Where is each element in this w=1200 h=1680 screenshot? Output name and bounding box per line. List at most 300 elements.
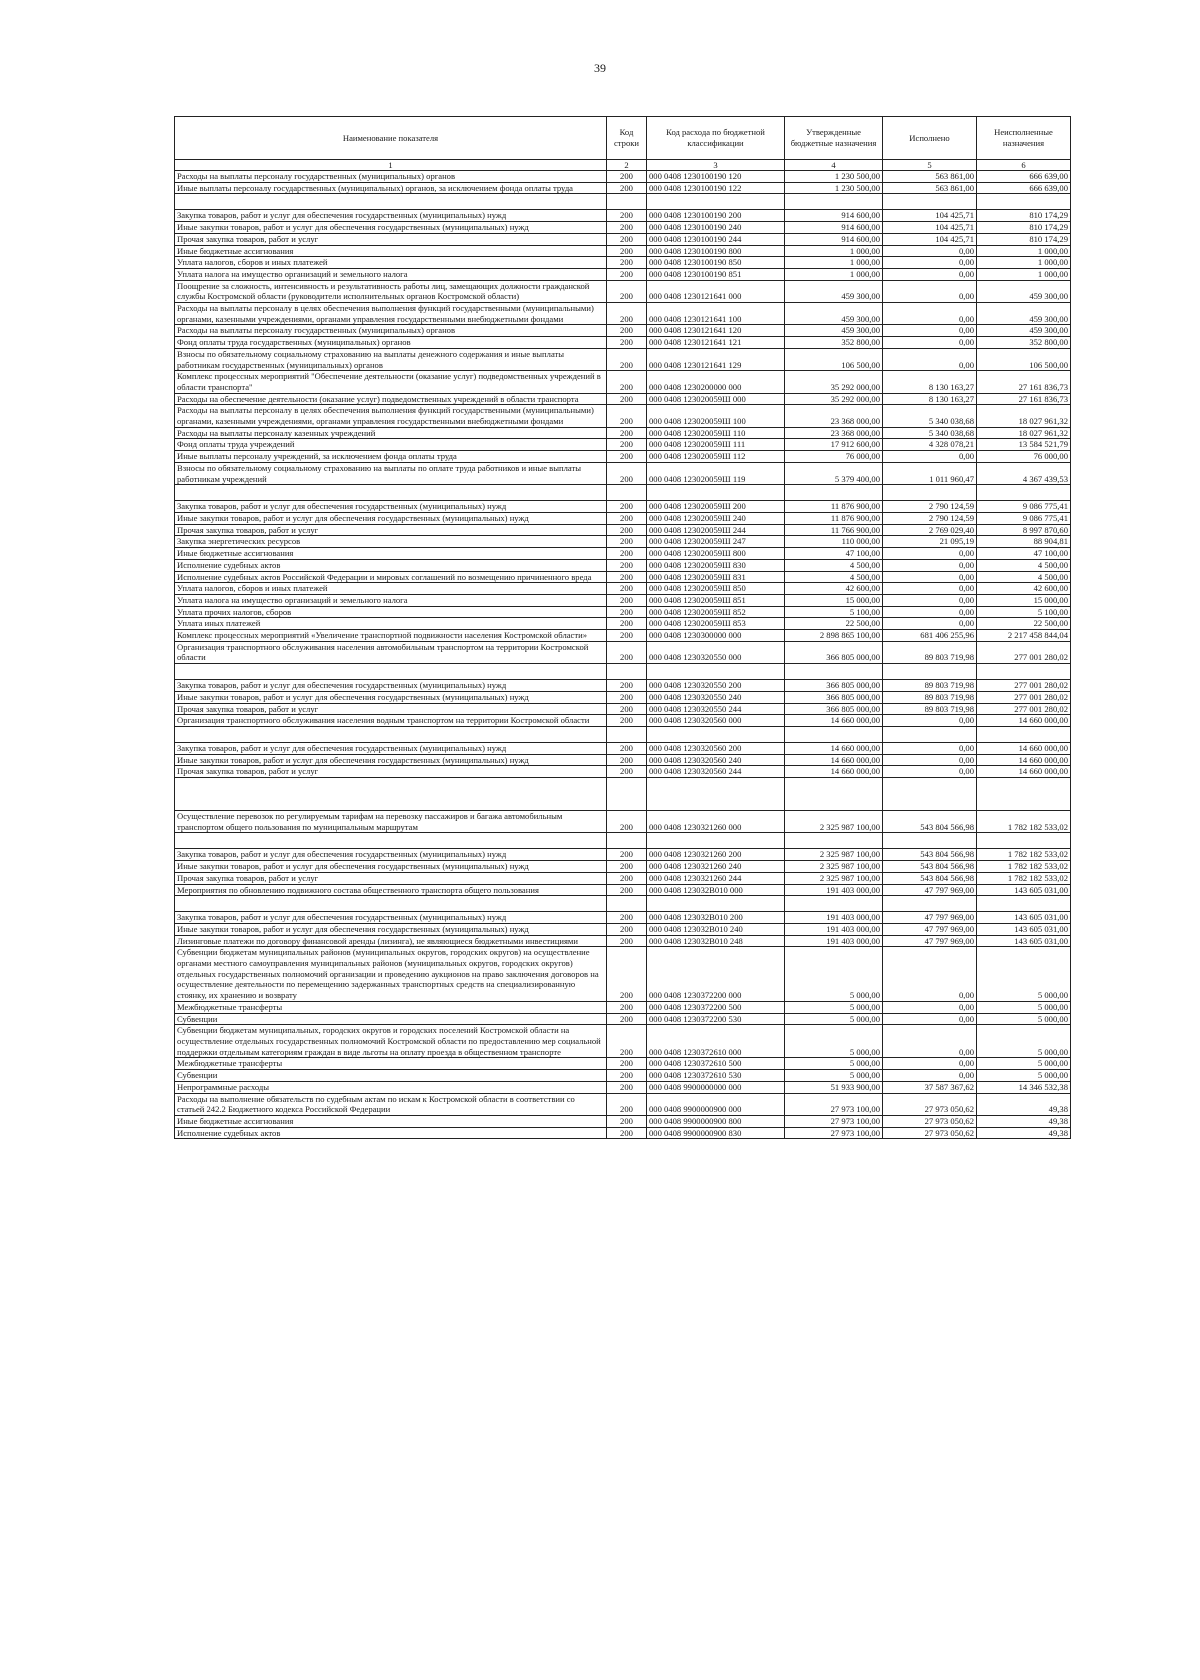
table-row	[175, 680, 1071, 692]
row-code: 200	[607, 405, 647, 427]
row-executed: 47 797 969,00	[883, 923, 977, 935]
table-row	[175, 594, 1071, 606]
row-approved: 1 000,00	[785, 245, 883, 257]
row-code: 200	[607, 935, 647, 947]
row-budget-code: 000 0408 123020059Ш 240	[647, 512, 785, 524]
spacer-cell	[785, 726, 883, 742]
row-name: Исполнение судебных актов	[175, 1127, 607, 1139]
row-code: 200	[607, 451, 647, 463]
spacer-cell	[883, 896, 977, 912]
row-approved: 914 600,00	[785, 233, 883, 245]
row-code: 200	[607, 742, 647, 754]
table-row	[175, 1127, 1071, 1139]
header-executed: Исполнено	[883, 117, 977, 160]
spacer-cell	[883, 778, 977, 811]
row-code: 200	[607, 849, 647, 861]
spacer-cell	[175, 664, 607, 680]
row-name: Иные выплаты персоналу государственных (муниципальных) органов, за исключением фонда оплаты труда	[175, 182, 607, 194]
row-code: 200	[607, 233, 647, 245]
row-executed: 89 803 719,98	[883, 691, 977, 703]
row-executed: 2 769 029,40	[883, 524, 977, 536]
row-executed: 563 861,00	[883, 171, 977, 183]
row-budget-code: 000 0408 123020059Ш 853	[647, 618, 785, 630]
row-unexecuted: 14 660 000,00	[977, 754, 1071, 766]
row-unexecuted: 666 639,00	[977, 171, 1071, 183]
row-executed: 27 973 050,62	[883, 1093, 977, 1115]
header-unexecuted: Неисполненные назначения	[977, 117, 1071, 160]
row-budget-code: 000 0408 1230320560 200	[647, 742, 785, 754]
row-budget-code: 000 0408 123020059Ш 247	[647, 536, 785, 548]
row-code: 200	[607, 703, 647, 715]
budget-execution-table	[174, 116, 1071, 1139]
table-row	[175, 268, 1071, 280]
row-executed: 0,00	[883, 571, 977, 583]
row-executed: 0,00	[883, 618, 977, 630]
row-executed: 0,00	[883, 451, 977, 463]
spacer-cell	[607, 485, 647, 501]
row-approved: 5 000,00	[785, 947, 883, 1002]
row-code: 200	[607, 1127, 647, 1139]
row-unexecuted: 143 605 031,00	[977, 935, 1071, 947]
row-budget-code: 000 0408 1230100190 850	[647, 257, 785, 269]
row-code: 200	[607, 641, 647, 663]
row-unexecuted: 277 001 280,02	[977, 680, 1071, 692]
row-name: Расходы на выполнение обязательств по судебным актам по искам к Костромской области в соответствии со статьей 242.2 Бюджетного кодекса Российской Федерации	[175, 1093, 607, 1115]
row-name: Исполнение судебных актов Российской Федерации и мировых соглашений по возмещению причиненного вреда	[175, 571, 607, 583]
row-budget-code: 000 0408 1230121641 120	[647, 325, 785, 337]
row-executed: 27 973 050,62	[883, 1115, 977, 1127]
table-row	[175, 462, 1071, 484]
spacer-cell	[883, 726, 977, 742]
row-executed: 0,00	[883, 766, 977, 778]
row-budget-code: 000 0408 123020059Ш 112	[647, 451, 785, 463]
row-approved: 366 805 000,00	[785, 703, 883, 715]
spacer-cell	[785, 896, 883, 912]
row-code: 200	[607, 872, 647, 884]
row-name: Иные закупки товаров, работ и услуг для обеспечения государственных (муниципальных) нужд	[175, 691, 607, 703]
row-budget-code: 000 0408 1230321260 200	[647, 849, 785, 861]
row-budget-code: 000 0408 1230100190 200	[647, 210, 785, 222]
row-executed: 563 861,00	[883, 182, 977, 194]
row-code: 200	[607, 524, 647, 536]
row-budget-code: 000 0408 1230100190 120	[647, 171, 785, 183]
row-code: 200	[607, 371, 647, 393]
row-code: 200	[607, 571, 647, 583]
row-code: 200	[607, 439, 647, 451]
row-name: Уплата прочих налогов, сборов	[175, 606, 607, 618]
row-approved: 42 600,00	[785, 583, 883, 595]
table-row	[175, 427, 1071, 439]
row-executed: 89 803 719,98	[883, 641, 977, 663]
row-executed: 2 790 124,59	[883, 501, 977, 513]
row-code: 200	[607, 715, 647, 727]
table-row	[175, 872, 1071, 884]
row-name: Комплекс процессных мероприятий "Обеспечение деятельности (оказание услуг) подведомственных учреждений в области транспорта"	[175, 371, 607, 393]
row-approved: 5 000,00	[785, 1025, 883, 1058]
spacer-cell	[647, 778, 785, 811]
row-executed: 0,00	[883, 257, 977, 269]
row-unexecuted: 88 904,81	[977, 536, 1071, 548]
column-number: 2	[607, 160, 647, 171]
row-code: 200	[607, 280, 647, 302]
row-code: 200	[607, 884, 647, 896]
row-unexecuted: 49,38	[977, 1093, 1071, 1115]
table-row	[175, 280, 1071, 302]
table-row	[175, 1025, 1071, 1058]
row-unexecuted: 5 000,00	[977, 947, 1071, 1002]
row-name: Прочая закупка товаров, работ и услуг	[175, 703, 607, 715]
header-budget-code: Код расхода по бюджетной классификации	[647, 117, 785, 160]
spacer-cell	[607, 896, 647, 912]
row-unexecuted: 8 997 870,60	[977, 524, 1071, 536]
spacer-cell	[977, 896, 1071, 912]
spacer-cell	[883, 664, 977, 680]
row-budget-code: 000 0408 1230121641 100	[647, 303, 785, 325]
row-executed: 0,00	[883, 548, 977, 560]
spacer-cell	[647, 485, 785, 501]
column-number: 6	[977, 160, 1071, 171]
row-approved: 14 660 000,00	[785, 715, 883, 727]
table-row	[175, 618, 1071, 630]
row-unexecuted: 4 367 439,53	[977, 462, 1071, 484]
row-executed: 0,00	[883, 245, 977, 257]
row-approved: 4 500,00	[785, 559, 883, 571]
row-unexecuted: 14 660 000,00	[977, 766, 1071, 778]
row-name: Организация транспортного обслуживания населения водным транспортом на территории Костромской области	[175, 715, 607, 727]
spacer-cell	[785, 664, 883, 680]
row-approved: 1 230 500,00	[785, 182, 883, 194]
row-name: Взносы по обязательному социальному страхованию на выплаты по оплате труда работников и иные выплаты работникам учреждений	[175, 462, 607, 484]
row-code: 200	[607, 462, 647, 484]
spacer-cell	[977, 778, 1071, 811]
spacer-cell	[785, 194, 883, 210]
row-unexecuted: 18 027 961,32	[977, 405, 1071, 427]
row-name: Субвенции	[175, 1013, 607, 1025]
row-budget-code: 000 0408 123020059Ш 851	[647, 594, 785, 606]
table-row	[175, 583, 1071, 595]
row-approved: 5 100,00	[785, 606, 883, 618]
row-unexecuted: 2 217 458 844,04	[977, 630, 1071, 642]
table-row	[175, 337, 1071, 349]
table-row	[175, 325, 1071, 337]
row-approved: 5 000,00	[785, 1070, 883, 1082]
row-approved: 459 300,00	[785, 325, 883, 337]
row-executed: 8 130 163,27	[883, 371, 977, 393]
row-budget-code: 000 0408 1230321260 240	[647, 861, 785, 873]
row-unexecuted: 277 001 280,02	[977, 703, 1071, 715]
row-unexecuted: 459 300,00	[977, 325, 1071, 337]
table-row	[175, 393, 1071, 405]
row-unexecuted: 5 000,00	[977, 1070, 1071, 1082]
row-code: 200	[607, 325, 647, 337]
spacer-cell	[977, 664, 1071, 680]
row-code: 200	[607, 559, 647, 571]
row-approved: 76 000,00	[785, 451, 883, 463]
row-executed: 37 587 367,62	[883, 1081, 977, 1093]
row-approved: 14 660 000,00	[785, 742, 883, 754]
row-approved: 1 000,00	[785, 257, 883, 269]
table-row	[175, 884, 1071, 896]
row-executed: 543 804 566,98	[883, 811, 977, 833]
row-unexecuted: 810 174,29	[977, 222, 1071, 234]
row-approved: 366 805 000,00	[785, 680, 883, 692]
table-row	[175, 923, 1071, 935]
row-code: 200	[607, 427, 647, 439]
row-unexecuted: 13 584 521,79	[977, 439, 1071, 451]
table-row	[175, 630, 1071, 642]
row-name: Межбюджетные трансферты	[175, 1001, 607, 1013]
row-code: 200	[607, 303, 647, 325]
row-code: 200	[607, 1115, 647, 1127]
table-row	[175, 371, 1071, 393]
table-row	[175, 742, 1071, 754]
row-executed: 89 803 719,98	[883, 703, 977, 715]
row-budget-code: 000 0408 1230320550 000	[647, 641, 785, 663]
row-executed: 543 804 566,98	[883, 872, 977, 884]
spacer-cell	[607, 726, 647, 742]
row-executed: 0,00	[883, 583, 977, 595]
row-approved: 2 325 987 100,00	[785, 872, 883, 884]
row-approved: 2 898 865 100,00	[785, 630, 883, 642]
table-row	[175, 1115, 1071, 1127]
row-code: 200	[607, 606, 647, 618]
row-executed: 104 425,71	[883, 233, 977, 245]
row-name: Уплата иных платежей	[175, 618, 607, 630]
row-budget-code: 000 0408 123020059Ш 110	[647, 427, 785, 439]
row-name: Уплата налога на имущество организаций и земельного налога	[175, 268, 607, 280]
row-executed: 0,00	[883, 715, 977, 727]
row-budget-code: 000 0408 123020059Ш 100	[647, 405, 785, 427]
row-executed: 0,00	[883, 1070, 977, 1082]
row-unexecuted: 1 782 182 533,02	[977, 872, 1071, 884]
row-budget-code: 000 0408 1230320560 240	[647, 754, 785, 766]
row-approved: 191 403 000,00	[785, 884, 883, 896]
table-row	[175, 641, 1071, 663]
column-number: 5	[883, 160, 977, 171]
row-approved: 914 600,00	[785, 210, 883, 222]
table-row	[175, 861, 1071, 873]
row-unexecuted: 27 161 836,73	[977, 393, 1071, 405]
row-budget-code: 000 0408 1230121641 121	[647, 337, 785, 349]
spacer-cell	[647, 726, 785, 742]
row-approved: 110 000,00	[785, 536, 883, 548]
row-code: 200	[607, 1093, 647, 1115]
row-budget-code: 000 0408 1230100190 122	[647, 182, 785, 194]
table-row	[175, 1058, 1071, 1070]
row-unexecuted: 4 500,00	[977, 571, 1071, 583]
row-name: Иные бюджетные ассигнования	[175, 245, 607, 257]
row-budget-code: 000 0408 123020059Ш 119	[647, 462, 785, 484]
row-approved: 14 660 000,00	[785, 766, 883, 778]
row-code: 200	[607, 691, 647, 703]
row-executed: 0,00	[883, 348, 977, 370]
row-approved: 15 000,00	[785, 594, 883, 606]
row-name: Прочая закупка товаров, работ и услуг	[175, 524, 607, 536]
row-approved: 5 000,00	[785, 1058, 883, 1070]
row-code: 200	[607, 171, 647, 183]
row-budget-code: 000 0408 1230372200 530	[647, 1013, 785, 1025]
row-executed: 2 790 124,59	[883, 512, 977, 524]
row-executed: 0,00	[883, 1001, 977, 1013]
row-name: Комплекс процессных мероприятий «Увеличение транспортной подвижности населения Костромской области»	[175, 630, 607, 642]
row-approved: 11 876 900,00	[785, 501, 883, 513]
table-row	[175, 571, 1071, 583]
row-executed: 0,00	[883, 325, 977, 337]
row-executed: 89 803 719,98	[883, 680, 977, 692]
table-row	[175, 715, 1071, 727]
row-executed: 1 011 960,47	[883, 462, 977, 484]
row-code: 200	[607, 222, 647, 234]
spacer-cell	[977, 485, 1071, 501]
row-executed: 0,00	[883, 1025, 977, 1058]
row-unexecuted: 5 000,00	[977, 1058, 1071, 1070]
row-code: 200	[607, 1081, 647, 1093]
row-unexecuted: 143 605 031,00	[977, 912, 1071, 924]
row-budget-code: 000 0408 1230321260 000	[647, 811, 785, 833]
row-approved: 51 933 900,00	[785, 1081, 883, 1093]
row-unexecuted: 810 174,29	[977, 233, 1071, 245]
row-executed: 0,00	[883, 303, 977, 325]
row-executed: 47 797 969,00	[883, 935, 977, 947]
table-row	[175, 524, 1071, 536]
row-budget-code: 000 0408 1230320550 240	[647, 691, 785, 703]
spacer-row	[175, 778, 1071, 811]
row-code: 200	[607, 594, 647, 606]
header-code: Код строки	[607, 117, 647, 160]
table-row	[175, 257, 1071, 269]
row-unexecuted: 1 782 182 533,02	[977, 861, 1071, 873]
spacer-cell	[607, 778, 647, 811]
row-code: 200	[607, 245, 647, 257]
row-code: 200	[607, 1013, 647, 1025]
row-unexecuted: 810 174,29	[977, 210, 1071, 222]
row-approved: 11 876 900,00	[785, 512, 883, 524]
row-executed: 8 130 163,27	[883, 393, 977, 405]
row-code: 200	[607, 947, 647, 1002]
spacer-row	[175, 726, 1071, 742]
row-budget-code: 000 0408 1230320550 200	[647, 680, 785, 692]
table-row	[175, 501, 1071, 513]
row-code: 200	[607, 1001, 647, 1013]
spacer-cell	[785, 778, 883, 811]
table-row	[175, 512, 1071, 524]
spacer-cell	[977, 194, 1071, 210]
row-name: Закупка товаров, работ и услуг для обеспечения государственных (муниципальных) нужд	[175, 742, 607, 754]
row-unexecuted: 76 000,00	[977, 451, 1071, 463]
row-executed: 5 340 038,68	[883, 427, 977, 439]
row-code: 200	[607, 680, 647, 692]
spacer-row	[175, 485, 1071, 501]
row-approved: 5 000,00	[785, 1013, 883, 1025]
row-approved: 23 368 000,00	[785, 427, 883, 439]
row-approved: 914 600,00	[785, 222, 883, 234]
table-row	[175, 691, 1071, 703]
table-row	[175, 703, 1071, 715]
row-approved: 5 000,00	[785, 1001, 883, 1013]
row-executed: 543 804 566,98	[883, 849, 977, 861]
row-executed: 104 425,71	[883, 222, 977, 234]
row-code: 200	[607, 766, 647, 778]
header-approved: Утвержденные бюджетные назначения	[785, 117, 883, 160]
row-code: 200	[607, 268, 647, 280]
row-name: Межбюджетные трансферты	[175, 1058, 607, 1070]
spacer-cell	[647, 194, 785, 210]
row-code: 200	[607, 501, 647, 513]
table-row	[175, 405, 1071, 427]
row-budget-code: 000 0408 1230300000 000	[647, 630, 785, 642]
row-code: 200	[607, 923, 647, 935]
row-approved: 352 800,00	[785, 337, 883, 349]
row-executed: 21 095,19	[883, 536, 977, 548]
row-approved: 35 292 000,00	[785, 371, 883, 393]
row-budget-code: 000 0408 1230100190 851	[647, 268, 785, 280]
row-executed: 0,00	[883, 1013, 977, 1025]
row-name: Фонд оплаты труда государственных (муниципальных) органов	[175, 337, 607, 349]
row-unexecuted: 47 100,00	[977, 548, 1071, 560]
row-unexecuted: 1 000,00	[977, 245, 1071, 257]
row-budget-code: 000 0408 123032В010 248	[647, 935, 785, 947]
row-name: Прочая закупка товаров, работ и услуг	[175, 872, 607, 884]
row-unexecuted: 459 300,00	[977, 280, 1071, 302]
row-name: Прочая закупка товаров, работ и услуг	[175, 233, 607, 245]
table-row	[175, 1013, 1071, 1025]
row-name: Взносы по обязательному социальному страхованию на выплаты денежного содержания и иные выплаты работникам государственных (муниципальных) органов	[175, 348, 607, 370]
row-budget-code: 000 0408 1230320560 244	[647, 766, 785, 778]
row-name: Уплата налогов, сборов и иных платежей	[175, 583, 607, 595]
row-executed: 47 797 969,00	[883, 912, 977, 924]
row-executed: 543 804 566,98	[883, 861, 977, 873]
row-unexecuted: 5 100,00	[977, 606, 1071, 618]
row-code: 200	[607, 618, 647, 630]
row-unexecuted: 27 161 836,73	[977, 371, 1071, 393]
table-row	[175, 303, 1071, 325]
spacer-cell	[175, 485, 607, 501]
row-budget-code: 000 0408 1230121641 000	[647, 280, 785, 302]
row-name: Фонд оплаты труда учреждений	[175, 439, 607, 451]
row-approved: 11 766 900,00	[785, 524, 883, 536]
row-unexecuted: 352 800,00	[977, 337, 1071, 349]
row-unexecuted: 277 001 280,02	[977, 641, 1071, 663]
row-code: 200	[607, 861, 647, 873]
row-name: Иные закупки товаров, работ и услуг для обеспечения государственных (муниципальных) нужд	[175, 861, 607, 873]
row-name: Расходы на выплаты персоналу в целях обеспечения выполнения функций государственными (муниципальными) органами, казенными учреждениями, органами управления государственными внебюджетными фондами	[175, 405, 607, 427]
row-unexecuted: 18 027 961,32	[977, 427, 1071, 439]
spacer-row	[175, 664, 1071, 680]
row-approved: 191 403 000,00	[785, 912, 883, 924]
row-budget-code: 000 0408 1230100190 240	[647, 222, 785, 234]
row-executed: 104 425,71	[883, 210, 977, 222]
table-row	[175, 849, 1071, 861]
table-row	[175, 439, 1071, 451]
row-unexecuted: 1 000,00	[977, 257, 1071, 269]
row-executed: 0,00	[883, 268, 977, 280]
row-executed: 0,00	[883, 594, 977, 606]
row-name: Иные бюджетные ассигнования	[175, 1115, 607, 1127]
row-executed: 0,00	[883, 947, 977, 1002]
row-unexecuted: 5 000,00	[977, 1001, 1071, 1013]
row-name: Закупка товаров, работ и услуг для обеспечения государственных (муниципальных) нужд	[175, 501, 607, 513]
row-code: 200	[607, 1025, 647, 1058]
row-approved: 106 500,00	[785, 348, 883, 370]
row-name: Расходы на выплаты персоналу в целях обеспечения выполнения функций государственными (муниципальными) органами, казенными учреждениями, органами управления государственными внебюджетными фондами	[175, 303, 607, 325]
row-approved: 27 973 100,00	[785, 1115, 883, 1127]
table-row	[175, 233, 1071, 245]
spacer-cell	[607, 194, 647, 210]
row-approved: 191 403 000,00	[785, 923, 883, 935]
row-code: 200	[607, 912, 647, 924]
table-row	[175, 348, 1071, 370]
table-row	[175, 1093, 1071, 1115]
